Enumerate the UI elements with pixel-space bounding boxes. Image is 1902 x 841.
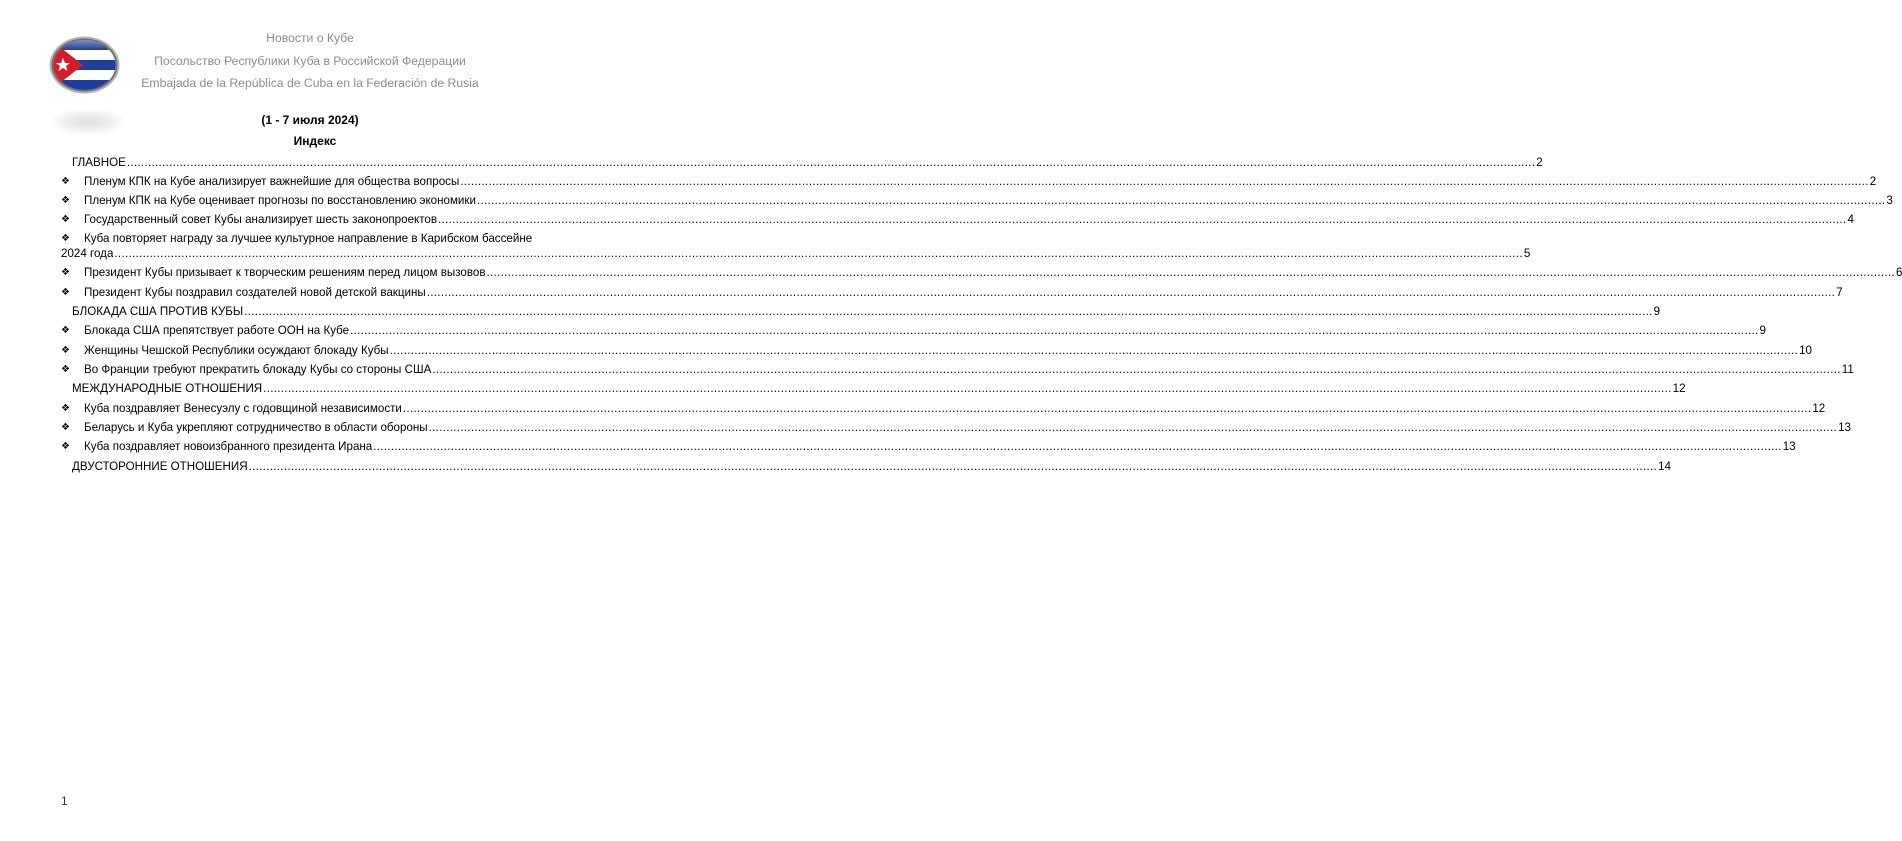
toc-section[interactable] [72, 155, 1543, 170]
dot-leader: ................................................................................................................................................................................................................................................................................................................................................................................................................ [460, 175, 1869, 188]
header-embassy-ru: Посольство Республики Куба в Российской Федерации [154, 54, 466, 68]
bullet-icon: ❖ [61, 267, 70, 278]
toc-page-number: 3 [1886, 194, 1893, 207]
toc-item[interactable] [61, 265, 1902, 280]
toc-item-text: Пленум КПК на Кубе оценивает прогнозы по восстановлению экономики [84, 194, 476, 207]
bullet-icon: ❖ [61, 233, 70, 244]
dot-leader: ................................................................................................................................................................................................................................................................................................................................................................................................................ [432, 363, 1841, 376]
toc-section-title: БЛОКАДА США ПРОТИВ КУБЫ [72, 305, 244, 318]
toc-item-text: Женщины Чешской Республики осуждают блокаду Кубы [84, 344, 389, 357]
bullet-icon: ❖ [61, 325, 70, 336]
index-heading: Индекс [293, 134, 337, 148]
toc-section[interactable] [72, 459, 1671, 474]
bullet-icon: ❖ [61, 364, 70, 375]
toc-item-line [61, 246, 1531, 261]
toc-page-number: 9 [1653, 305, 1661, 318]
toc-section-title: МЕЖДУНАРОДНЫЕ ОТНОШЕНИЯ [72, 382, 263, 395]
toc-page-number: 13 [1838, 421, 1851, 434]
dot-leader: ................................................................................................................................................................................................................................................................................................................................................................................................................ [350, 324, 1759, 337]
toc-item[interactable] [61, 323, 1766, 338]
toc-item[interactable] [61, 401, 1826, 416]
toc-page-number: 9 [1759, 324, 1766, 337]
toc-item-line [61, 231, 557, 246]
dot-leader: ................................................................................................................................................................................................................................................................................................................................................................................................................ [244, 305, 1653, 318]
dot-leader: ................................................................................................................................................................................................................................................................................................................................................................................................................ [389, 344, 1799, 357]
bullet-icon: ❖ [61, 214, 70, 225]
toc-item-text: Куба поздравляет новоизбранного президента Ирана [84, 440, 373, 453]
toc-item[interactable] [61, 362, 1854, 377]
bullet-icon: ❖ [61, 195, 70, 206]
bullet-icon: ❖ [61, 287, 70, 298]
toc-item-text: Куба поздравляет Венесуэлу с годовщиной независимости [84, 402, 402, 415]
header-title: Новости о Кубе [266, 31, 354, 45]
dot-leader: ................................................................................................................................................................................................................................................................................................................................................................................................................ [428, 421, 1838, 434]
toc-item[interactable] [61, 420, 1851, 435]
toc-item[interactable] [61, 231, 1531, 261]
cuba-flag-logo [49, 36, 120, 94]
toc-page-number: 2 [1869, 175, 1877, 188]
dot-leader: ................................................................................................................................................................................................................................................................................................................................................................................................................ [426, 286, 1836, 299]
toc-section[interactable] [72, 304, 1661, 319]
toc-item-text: Куба повторяет награду за лучшее культурное направление в Карибском бассейне [84, 232, 533, 245]
toc-section-title: ДВУСТОРОННИЕ ОТНОШЕНИЯ [72, 460, 248, 473]
toc-page-number: 5 [1523, 247, 1531, 260]
toc-item[interactable] [61, 193, 1893, 208]
toc-section-title: ГЛАВНОЕ [72, 156, 126, 169]
header-embassy-es: Embajada de la República de Cuba en la Federación de Rusia [141, 76, 479, 90]
toc-item[interactable] [61, 343, 1812, 358]
toc-item-text: Блокада США препятствует работе ООН на Кубе [84, 324, 350, 337]
bullet-icon: ❖ [61, 422, 70, 433]
toc-item-text: Во Франции требуют прекратить блокаду Кубы со стороны США [84, 363, 432, 376]
bullet-icon: ❖ [61, 345, 70, 356]
dot-leader: ................................................................................................................................................................................................................................................................................................................................................................................................................ [126, 156, 1536, 169]
bullet-icon: ❖ [61, 176, 70, 187]
toc-page-number: 2 [1536, 156, 1543, 169]
toc-item-text-cont: 2024 года [61, 247, 114, 260]
toc-page-number: 13 [1782, 440, 1796, 453]
page-number: 1 [61, 794, 68, 808]
toc-item-text: Беларусь и Куба укрепляют сотрудничество в области обороны [84, 421, 428, 434]
dot-leader: ................................................................................................................................................................................................................................................................................................................................................................................................................ [486, 266, 1895, 279]
toc-item[interactable] [61, 174, 1877, 189]
bullet-icon: ❖ [61, 403, 70, 414]
toc-item[interactable] [61, 212, 1854, 227]
logo-reflection [52, 110, 124, 134]
toc-page-number: 12 [1672, 382, 1686, 395]
toc-item[interactable] [61, 285, 1843, 300]
toc-page-number: 10 [1799, 344, 1812, 357]
toc-item-text: Пленум КПК на Кубе анализирует важнейшие для общества вопросы [84, 175, 460, 188]
toc-page-number: 11 [1841, 363, 1854, 376]
dot-leader: ................................................................................................................................................................................................................................................................................................................................................................................................................ [476, 194, 1886, 207]
date-range: (1 - 7 июля 2024) [261, 113, 359, 127]
toc-page-number: 6 [1895, 266, 1902, 279]
toc-page-number: 14 [1658, 460, 1671, 473]
toc-item-text: Государственный совет Кубы анализирует шесть законопроектов [84, 213, 438, 226]
toc-item[interactable] [61, 439, 1796, 454]
toc-page-number: 7 [1836, 286, 1843, 299]
toc-item-text: Президент Кубы поздравил создателей новой детской вакцины [84, 286, 426, 299]
dot-leader: ................................................................................................................................................................................................................................................................................................................................................................................................................ [438, 213, 1847, 226]
toc-item-text: Президент Кубы призывает к творческим решениям перед лицом вызовов [84, 266, 486, 279]
toc-page-number: 12 [1812, 402, 1826, 415]
dot-leader: ................................................................................................................................................................................................................................................................................................................................................................................................................ [263, 382, 1672, 395]
toc-page-number: 4 [1847, 213, 1854, 226]
dot-leader: ................................................................................................................................................................................................................................................................................................................................................................................................................ [402, 402, 1812, 415]
dot-leader: ................................................................................................................................................................................................................................................................................................................................................................................................................ [114, 247, 1523, 260]
dot-leader: ................................................................................................................................................................................................................................................................................................................................................................................................................ [373, 440, 1782, 453]
bullet-icon: ❖ [61, 441, 70, 452]
dot-leader: ................................................................................................................................................................................................................................................................................................................................................................................................................ [248, 460, 1658, 473]
toc-section[interactable] [72, 381, 1686, 396]
